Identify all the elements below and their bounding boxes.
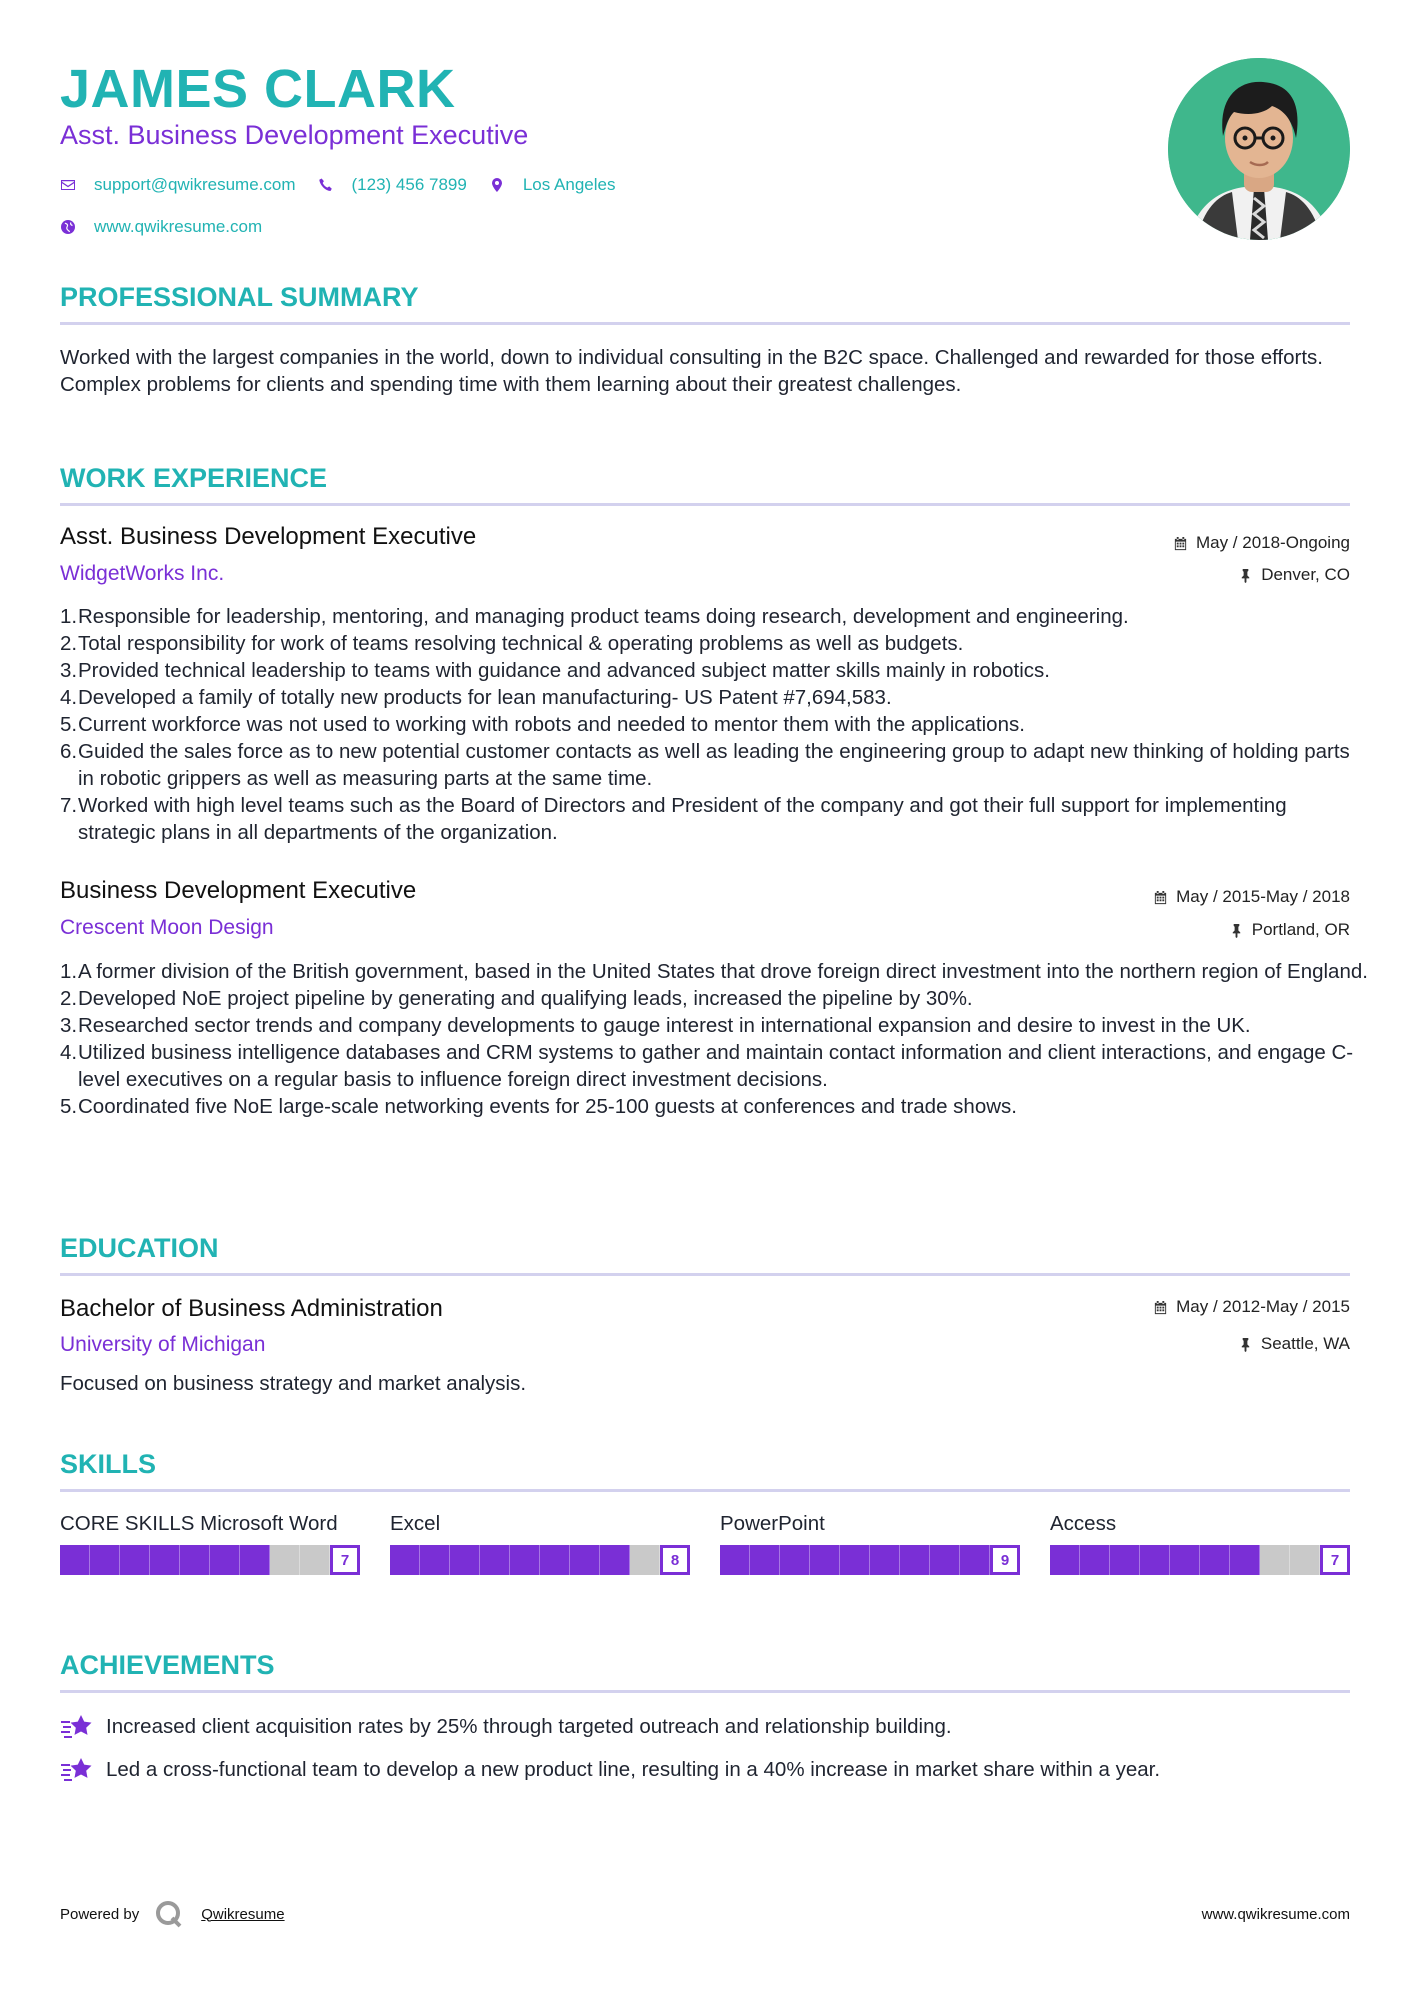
education-note: Focused on business strategy and market analysis. <box>60 1372 527 1395</box>
education-location-text: Seattle, WA <box>1260 1334 1350 1353</box>
skill-name: Access <box>1050 1512 1117 1535</box>
skill-segment <box>1170 1545 1200 1575</box>
brand-link[interactable]: Qwikresume <box>201 1905 285 1923</box>
calendar-icon <box>1153 1300 1168 1315</box>
contact-row-secondary <box>60 214 637 240</box>
job-2-dates-text: May / 2015-May / 2018 <box>1176 887 1350 906</box>
calendar-icon <box>1153 890 1168 905</box>
skill-segment <box>1080 1545 1110 1575</box>
skill-segment <box>570 1545 600 1575</box>
skill-segment <box>240 1545 270 1575</box>
job-1-duties <box>60 603 1368 846</box>
summary-divider <box>60 322 1350 325</box>
job-1-location <box>1238 565 1350 585</box>
skill-score: 7 <box>330 1545 360 1575</box>
job-1-dates <box>1173 533 1350 553</box>
list-item: Guided the sales force as to new potential customer contacts as well as leading the engineering group to adapt new thinking of holding parts in robotic grippers as well as measuring parts at the same time. <box>78 740 1350 790</box>
shooting-star-icon <box>60 1755 94 1785</box>
footer-website[interactable]: www.qwikresume.com <box>1201 1906 1350 1923</box>
job-1-dates-text: May / 2018-Ongoing <box>1195 533 1350 552</box>
skill-segment <box>600 1545 630 1575</box>
skill-segment <box>1290 1545 1320 1575</box>
skill-segment <box>840 1545 870 1575</box>
skill-segment <box>780 1545 810 1575</box>
skill-segment <box>420 1545 450 1575</box>
skill-meter <box>720 1545 1020 1575</box>
list-item: Responsible for leadership, mentoring, and managing product teams doing research, development and engineering. <box>78 605 1129 628</box>
calendar-icon <box>1173 536 1188 551</box>
skill-meter <box>390 1545 690 1575</box>
education-divider <box>60 1273 1350 1276</box>
achievements-heading: ACHIEVEMENTS <box>60 1650 275 1680</box>
skill-segment <box>150 1545 180 1575</box>
skill-name: Excel <box>390 1512 441 1535</box>
list-item: Worked with high level teams such as the Board of Directors and President of the company and got their full support for implementing strategic plans in all departments of the organization. <box>78 794 1287 844</box>
skill-name: CORE SKILLS Microsoft Word <box>60 1512 338 1535</box>
footer-powered-by <box>60 1900 285 1928</box>
skill-segment <box>1200 1545 1230 1575</box>
pushpin-icon <box>1229 923 1244 938</box>
pushpin-icon <box>1238 568 1253 583</box>
skill-segment <box>390 1545 420 1575</box>
job-1-location-text: Denver, CO <box>1261 565 1350 584</box>
summary-heading: PROFESSIONAL SUMMARY <box>60 282 419 312</box>
skill-segment <box>60 1545 90 1575</box>
phone-text: (123) 456 7899 <box>351 175 467 194</box>
skill-segment <box>1230 1545 1260 1575</box>
achievement-text: Led a cross-functional team to develop a new product line, resulting in a 40% increase in market share within a year. <box>106 1758 1161 1781</box>
contact-website[interactable] <box>60 217 262 237</box>
job-2-title: Business Development Executive <box>60 877 417 904</box>
education-dates-text: May / 2012-May / 2015 <box>1176 1297 1350 1316</box>
school-name: University of Michigan <box>60 1333 266 1356</box>
candidate-role: Asst. Business Development Executive <box>60 120 529 150</box>
list-item: Total responsibility for work of teams resolving technical & operating problems as well as budgets. <box>78 632 964 655</box>
candidate-name: JAMES CLARK <box>60 59 456 119</box>
job-1-company: WidgetWorks Inc. <box>60 562 225 585</box>
list-item: Developed NoE project pipeline by generating and qualifying leads, increased the pipeline by 30%. <box>78 987 973 1010</box>
website-text: www.qwikresume.com <box>94 217 263 236</box>
envelope-icon <box>60 177 76 193</box>
skill-segment <box>540 1545 570 1575</box>
skill-score: 8 <box>660 1545 690 1575</box>
skill-segment <box>480 1545 510 1575</box>
avatar-portrait-icon <box>1168 58 1350 240</box>
profile-photo <box>1168 58 1350 240</box>
skill-segment <box>300 1545 330 1575</box>
skill-segment <box>270 1545 300 1575</box>
skill-segment <box>1140 1545 1170 1575</box>
education-heading: EDUCATION <box>60 1233 219 1263</box>
skill-segment <box>450 1545 480 1575</box>
skill-score: 7 <box>1320 1545 1350 1575</box>
education-dates <box>1153 1297 1350 1317</box>
skill-segment <box>510 1545 540 1575</box>
shooting-star-icon <box>60 1712 94 1742</box>
skill-segment <box>210 1545 240 1575</box>
qwikresume-logo-icon <box>155 1900 183 1928</box>
skill-item <box>1050 1510 1350 1575</box>
list-item: Coordinated five NoE large-scale networking events for 25-100 guests at conferences and trade shows. <box>78 1095 1017 1118</box>
list-item: Utilized business intelligence databases and CRM systems to gather and maintain contact information and client interactions, and engage C-level executives on a regular basis to influence foreign direct investment decisions. <box>78 1041 1354 1091</box>
list-item: Developed a family of totally new products for lean manufacturing- US Patent #7,694,583. <box>78 686 892 709</box>
skill-segment <box>720 1545 750 1575</box>
skill-segment <box>960 1545 990 1575</box>
degree-title: Bachelor of Business Administration <box>60 1295 443 1322</box>
skill-segment <box>1050 1545 1080 1575</box>
list-item: Provided technical leadership to teams with guidance and advanced subject matter skills mainly in robotics. <box>78 659 1050 682</box>
job-2-location <box>1229 920 1350 940</box>
skill-segment <box>810 1545 840 1575</box>
powered-by-label: Powered by <box>60 1905 140 1923</box>
location-text: Los Angeles <box>522 175 616 194</box>
skill-segment <box>120 1545 150 1575</box>
job-2-location-text: Portland, OR <box>1251 920 1350 939</box>
contact-location <box>489 175 616 195</box>
contact-row-primary <box>60 172 637 198</box>
contact-email[interactable] <box>60 175 296 195</box>
skill-meter <box>1050 1545 1350 1575</box>
skill-segment <box>900 1545 930 1575</box>
skill-score: 9 <box>990 1545 1020 1575</box>
contact-info <box>60 172 637 256</box>
skills-divider <box>60 1489 1350 1492</box>
skill-item <box>390 1510 690 1575</box>
job-1-title: Asst. Business Development Executive <box>60 523 477 550</box>
skill-segment <box>870 1545 900 1575</box>
skill-item <box>720 1510 1020 1575</box>
experience-divider <box>60 503 1350 506</box>
job-2-dates <box>1153 887 1350 907</box>
skill-name: PowerPoint <box>720 1512 825 1535</box>
email-text: support@qwikresume.com <box>94 175 296 194</box>
achievement-item <box>60 1712 952 1742</box>
skill-item <box>60 1510 360 1575</box>
skill-segment <box>180 1545 210 1575</box>
education-location <box>1238 1334 1350 1354</box>
skill-segment <box>1110 1545 1140 1575</box>
experience-heading: WORK EXPERIENCE <box>60 463 328 493</box>
map-pin-icon <box>489 177 505 193</box>
list-item: A former division of the British government, based in the United States that drove foreign direct investment into the northern region of England. <box>78 960 1368 983</box>
list-item: Current workforce was not used to working with robots and needed to mentor them with the applications. <box>78 713 1025 736</box>
summary-text: Worked with the largest companies in the world, down to individual consulting in the B2C space. Challenged and rewarded for those efforts. Complex problems for clients and spending time with them learning about their greatest challenges. <box>60 346 1323 396</box>
skill-segment <box>630 1545 660 1575</box>
phone-icon <box>318 177 334 193</box>
skill-segment <box>930 1545 960 1575</box>
skill-segment <box>750 1545 780 1575</box>
job-2-company: Crescent Moon Design <box>60 916 274 939</box>
skill-segment <box>90 1545 120 1575</box>
contact-phone[interactable] <box>318 175 467 195</box>
list-item: Researched sector trends and company developments to gauge interest in international expansion and desire to invest in the UK. <box>78 1014 1251 1037</box>
skill-segment <box>1260 1545 1290 1575</box>
achievements-divider <box>60 1690 1350 1693</box>
achievement-text: Increased client acquisition rates by 25% through targeted outreach and relationship building. <box>106 1715 952 1738</box>
job-2-duties <box>60 958 1368 1120</box>
achievement-item <box>60 1755 1160 1785</box>
globe-icon <box>60 219 76 235</box>
skill-meter <box>60 1545 360 1575</box>
pushpin-icon <box>1238 1337 1253 1352</box>
skills-heading: SKILLS <box>60 1449 157 1479</box>
